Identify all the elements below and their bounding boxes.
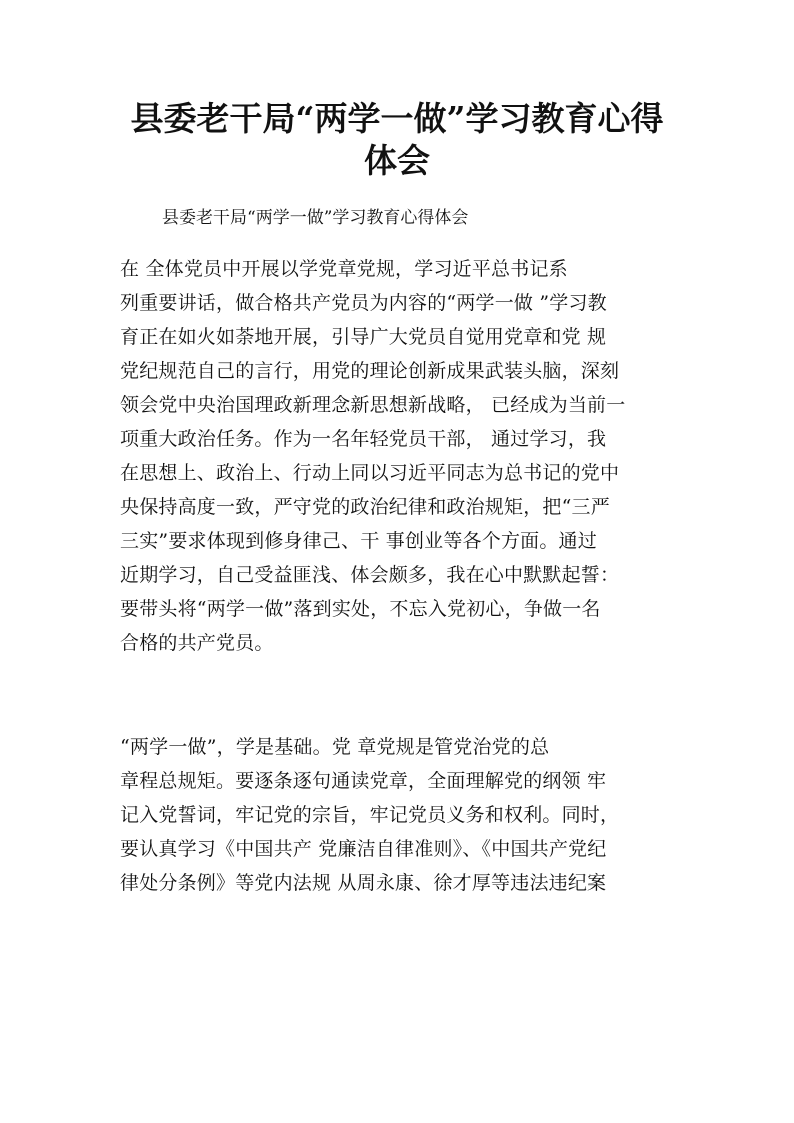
paragraph-1 [120, 252, 680, 660]
paragraph-line: 党纪规范自己的言行，用党的理论创新成果武装头脑，深刻 [120, 360, 620, 382]
paragraph-2 [120, 730, 680, 900]
title-line-1: 县委老干局“两学一做”学习教育心得 [130, 99, 664, 138]
paragraph-line: 要带头将“两学一做”落到实处，不忘入党初心，争做一名 [120, 598, 601, 620]
paragraph-line: 领会党中央治国理政新理念新思想新战略， 已经成为当前一 [120, 394, 626, 416]
paragraph-line: 育正在如火如荼地开展，引导广大党员自觉用党章和党 规 [120, 326, 607, 348]
paragraph-line: 律处分条例》等党内法规 从周永康、徐才厚等违法违纪案 [120, 872, 607, 894]
document-title [96, 98, 698, 182]
paragraph-line: 章程总规矩。要逐条逐句通读党章，全面理解党的纲领 牢 [120, 770, 607, 792]
paragraph-line: 在思想上、政治上、行动上同以习近平同志为总书记的党中 [120, 462, 620, 484]
paragraph-line: 在 全体党员中开展以学党章党规，学习近平总书记系 [120, 258, 568, 280]
paragraph-line: “两学一做”，学是基础。党 章党规是管党治党的总 [120, 736, 550, 758]
paragraph-line: 近期学习，自己受益匪浅、体会颇多，我在心中默默起誓： [120, 564, 620, 586]
paragraph-line: 合格的共产党员。 [120, 632, 274, 654]
title-line-2: 体会 [364, 141, 430, 180]
paragraph-line: 记入党誓词，牢记党的宗旨，牢记党员义务和权利。同时， [120, 804, 620, 826]
document-subtitle: 县委老干局“两学一做”学习教育心得体会 [162, 208, 469, 228]
paragraph-line: 项重大政治任务。作为一名年轻党员干部， 通过学习，我 [120, 428, 607, 450]
paragraph-line: 要认真学习《中国共产 党廉洁自律准则》、《中国共产党纪 [120, 838, 607, 860]
paragraph-line: 央保持高度一致，严守党的政治纪律和政治规矩，把“三严 [120, 496, 610, 518]
paragraph-line: 三实”要求体现到修身律己、干 事创业等各个方面。通过 [120, 530, 597, 552]
paragraph-line: 列重要讲话，做合格共产党员为内容的“两学一做 ”学习教 [120, 292, 607, 314]
